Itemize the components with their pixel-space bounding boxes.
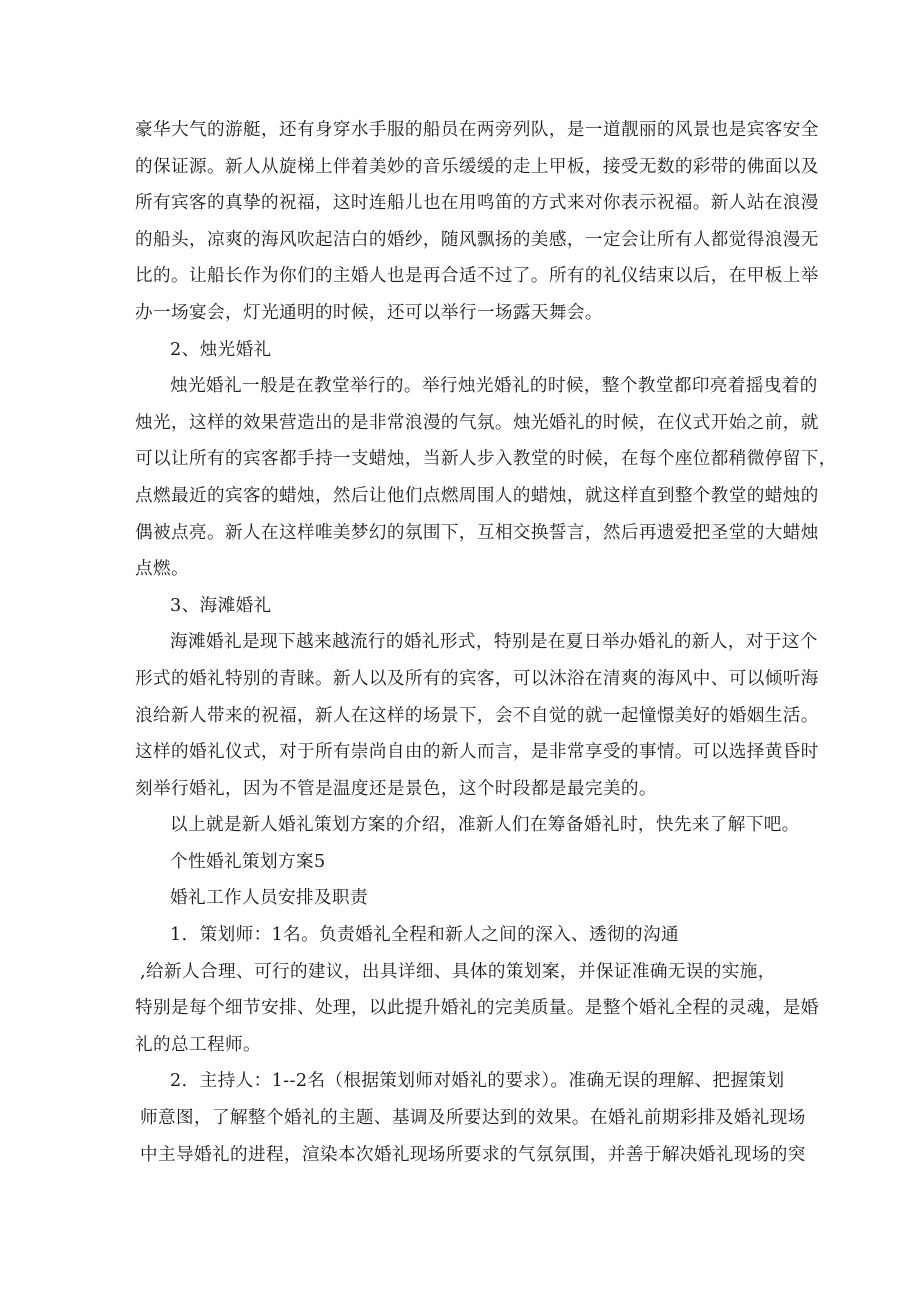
paragraph-line: 烛光婚礼一般是在教堂举行的。举行烛光婚礼的时候，整个教堂都印亮着摇曳着的 xyxy=(170,376,818,397)
paragraph-line: 豪华大气的游艇，还有身穿水手服的船员在两旁列队，是一道靓丽的风景也是宾客安全 xyxy=(135,120,819,140)
paragraph-line: 礼的总工程师。 xyxy=(135,1034,261,1055)
document-body xyxy=(135,112,837,1173)
paragraph-line: 刻举行婚礼，因为不管是温度还是景色，这个时段都是最完美的。 xyxy=(135,778,657,799)
paragraph-line: 点燃。 xyxy=(135,559,189,580)
paragraph-line: 偶被点亮。新人在这样唯美梦幻的氛围下，互相交换誓言，然后再遗爱把圣堂的大蜡烛 xyxy=(135,522,819,543)
paragraph-line: 特别是每个细节安排、处理，以此提升婚礼的完美质量。是整个婚礼全程的灵魂，是婚 xyxy=(135,998,819,1019)
section-title-plan-5: 个性婚礼策划方案5 xyxy=(170,851,326,872)
paragraph-line: 的船头，凉爽的海风吹起洁白的婚纱，随风飘扬的美感，一定会让所有人都觉得浪漫无 xyxy=(135,229,819,250)
paragraph-line: 所有宾客的真挚的祝福，这时连船儿也在用鸣笛的方式来对你表示祝福。新人站在浪漫 xyxy=(135,193,819,214)
list-item-planner: 1．策划师：1名。负责婚礼全程和新人之间的深入、透彻的沟通 xyxy=(170,925,680,946)
paragraph-line: 浪给新人带来的祝福，新人在这样的场景下，会不自觉的就一起憧憬美好的婚姻生活。 xyxy=(135,705,819,726)
paragraph-line: 形式的婚礼特别的青睐。新人以及所有的宾客，可以沐浴在清爽的海风中、可以倾听海 xyxy=(135,668,819,689)
paragraph-line: ,给新人合理、可行的建议，出具详细、具体的策划案，并保证准确无误的实施， xyxy=(140,961,776,982)
paragraph-line: 以上就是新人婚礼策划方案的介绍，准新人们在筹备婚礼时，快先来了解下吧。 xyxy=(170,815,800,836)
paragraph-line: 师意图，了解整个婚礼的主题、基调及所要达到的效果。在婚礼前期彩排及婚礼现场 xyxy=(140,1108,806,1129)
section-heading-beach-wedding: 3、海滩婚礼 xyxy=(170,595,272,616)
subsection-title-staff: 婚礼工作人员安排及职责 xyxy=(170,888,368,909)
paragraph-line: 中主导婚礼的进程，渲染本次婚礼现场所要求的气氛氛围，并善于解决婚礼现场的突 xyxy=(140,1144,806,1165)
list-item-host: 2．主持人：1--2名（根据策划师对婚礼的要求）。准确无误的理解、把握策划 xyxy=(170,1071,785,1092)
paragraph-line: 点燃最近的宾客的蜡烛，然后让他们点燃周围人的蜡烛，就这样直到整个教堂的蜡烛的 xyxy=(135,485,819,506)
paragraph-line: 可以让所有的宾客都手持一支蜡烛，当新人步入教堂的时候，在每个座位都稍微停留下， xyxy=(135,449,837,470)
paragraph-line: 办一场宴会，灯光通明的时候，还可以举行一场露天舞会。 xyxy=(135,302,603,323)
paragraph-line: 烛光，这样的效果营造出的是非常浪漫的气氛。烛光婚礼的时候，在仪式开始之前，就 xyxy=(135,412,819,433)
paragraph-line: 这样的婚礼仪式，对于所有崇尚自由的新人而言，是非常享受的事情。可以选择黄昏时 xyxy=(135,742,819,763)
paragraph-line: 比的。让船长作为你们的主婚人也是再合适不过了。所有的礼仪结束以后，在甲板上举 xyxy=(135,266,819,287)
section-heading-candle-wedding: 2、烛光婚礼 xyxy=(170,339,272,360)
paragraph-line: 海滩婚礼是现下越来越流行的婚礼形式，特别是在夏日举办婚礼的新人，对于这个 xyxy=(170,632,818,653)
paragraph-line: 的保证源。新人从旋梯上伴着美妙的音乐缓缓的走上甲板，接受无数的彩带的佛面以及 xyxy=(135,156,819,177)
